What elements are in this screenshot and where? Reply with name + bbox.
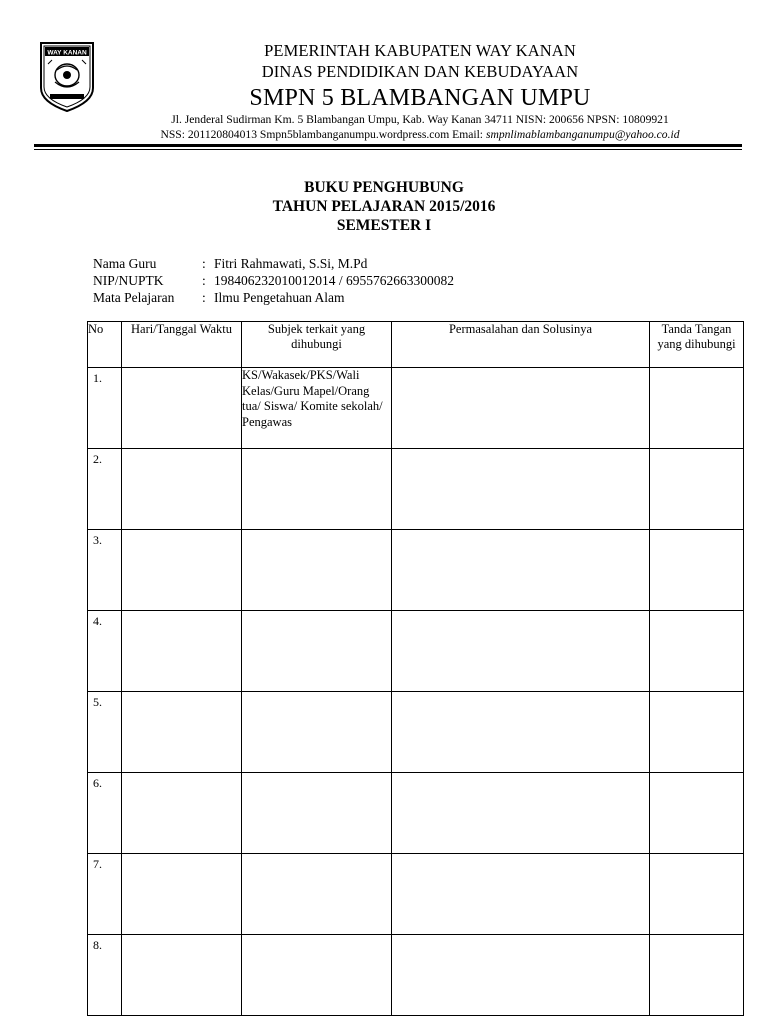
- letterhead-divider-thick: [34, 144, 742, 147]
- problem-cell[interactable]: [392, 773, 650, 854]
- date-cell[interactable]: [122, 935, 242, 1016]
- info-value: Ilmu Pengetahuan Alam: [214, 290, 345, 305]
- info-colon: :: [202, 273, 206, 288]
- signature-cell[interactable]: [650, 368, 744, 449]
- title-line-1: BUKU PENGHUBUNG: [304, 179, 464, 196]
- date-cell[interactable]: [122, 854, 242, 935]
- header-no: No: [88, 322, 122, 368]
- date-cell[interactable]: [122, 368, 242, 449]
- letterhead-school-name: SMPN 5 BLAMBANGAN UMPU: [249, 85, 591, 111]
- problem-cell[interactable]: [392, 854, 650, 935]
- date-cell[interactable]: [122, 692, 242, 773]
- subject-cell[interactable]: KS/Wakasek/PKS/Wali Kelas/Guru Mapel/Orang tua/ Siswa/ Komite sekolah/ Pengawas: [242, 368, 392, 449]
- signature-cell[interactable]: [650, 854, 744, 935]
- row-number: 3.: [88, 530, 122, 611]
- subject-cell[interactable]: [242, 449, 392, 530]
- problem-cell[interactable]: [392, 935, 650, 1016]
- info-row-teacher: [93, 255, 454, 272]
- signature-cell[interactable]: [650, 935, 744, 1016]
- row-number: 2.: [88, 449, 122, 530]
- info-value: 198406232010012014 / 6955762663300082: [214, 273, 455, 288]
- info-value: Fitri Rahmawati, S.Si, M.Pd: [214, 256, 368, 271]
- document-title: [0, 178, 768, 235]
- row-number: 8.: [88, 935, 122, 1016]
- letterhead-department: DINAS PENDIDIKAN DAN KEBUDAYAAN: [261, 62, 579, 81]
- table-row: [88, 692, 744, 773]
- table-row: [88, 854, 744, 935]
- problem-cell[interactable]: [392, 449, 650, 530]
- letterhead-contact: [110, 127, 730, 142]
- subject-cell[interactable]: [242, 530, 392, 611]
- date-cell[interactable]: [122, 611, 242, 692]
- info-label: NIP/NUPTK: [93, 273, 164, 288]
- subject-cell[interactable]: [242, 692, 392, 773]
- title-line-3: SEMESTER I: [336, 217, 432, 234]
- letterhead-divider-thin: [34, 149, 742, 150]
- row-number: 7.: [88, 854, 122, 935]
- teacher-info: [93, 255, 454, 306]
- table-row: [88, 773, 744, 854]
- subject-cell[interactable]: [242, 935, 392, 1016]
- info-colon: :: [202, 290, 206, 305]
- signature-cell[interactable]: [650, 773, 744, 854]
- header-subject: Subjek terkait yang dihubungi: [242, 322, 392, 368]
- letterhead-address: Jl. Jenderal Sudirman Km. 5 Blambangan Umpu, Kab. Way Kanan 34711 NISN: 200656 NPSN: 10809921: [171, 113, 669, 126]
- svg-text:WAY KANAN: WAY KANAN: [47, 49, 87, 57]
- table-row: [88, 449, 744, 530]
- table-row: [88, 935, 744, 1016]
- subject-cell[interactable]: [242, 854, 392, 935]
- letterhead: [110, 40, 730, 142]
- signature-cell[interactable]: [650, 530, 744, 611]
- header-date: Hari/Tanggal Waktu: [122, 322, 242, 368]
- letterhead-email: smpnlimablambanganumpu@yahoo.co.id: [485, 128, 680, 141]
- table-header-row: [88, 322, 744, 368]
- liaison-table: [87, 321, 744, 1016]
- letterhead-government: PEMERINTAH KABUPATEN WAY KANAN: [264, 41, 576, 60]
- signature-cell[interactable]: [650, 449, 744, 530]
- table-row: [88, 530, 744, 611]
- date-cell[interactable]: [122, 449, 242, 530]
- signature-cell[interactable]: [650, 692, 744, 773]
- row-number: 1.: [88, 368, 122, 449]
- info-row-subject: [93, 289, 454, 306]
- info-colon: :: [202, 256, 206, 271]
- table-row: [88, 368, 744, 449]
- problem-cell[interactable]: [392, 611, 650, 692]
- row-number: 6.: [88, 773, 122, 854]
- way-kanan-emblem-icon: [38, 40, 96, 114]
- problem-cell[interactable]: [392, 368, 650, 449]
- header-signature: Tanda Tangan yang dihubungi: [650, 322, 744, 368]
- title-line-2: TAHUN PELAJARAN 2015/2016: [272, 198, 496, 215]
- problem-cell[interactable]: [392, 692, 650, 773]
- letterhead-nss: NSS: 201120804013 Smpn5blambanganumpu.wordpress.com Email:: [160, 128, 486, 141]
- problem-cell[interactable]: [392, 530, 650, 611]
- row-number: 5.: [88, 692, 122, 773]
- info-label: Mata Pelajaran: [93, 290, 175, 305]
- table-row: [88, 611, 744, 692]
- subject-cell[interactable]: [242, 773, 392, 854]
- subject-cell[interactable]: [242, 611, 392, 692]
- row-number: 4.: [88, 611, 122, 692]
- header-problem: Permasalahan dan Solusinya: [392, 322, 650, 368]
- date-cell[interactable]: [122, 530, 242, 611]
- info-label: Nama Guru: [93, 256, 157, 271]
- date-cell[interactable]: [122, 773, 242, 854]
- signature-cell[interactable]: [650, 611, 744, 692]
- info-row-nip: [93, 272, 454, 289]
